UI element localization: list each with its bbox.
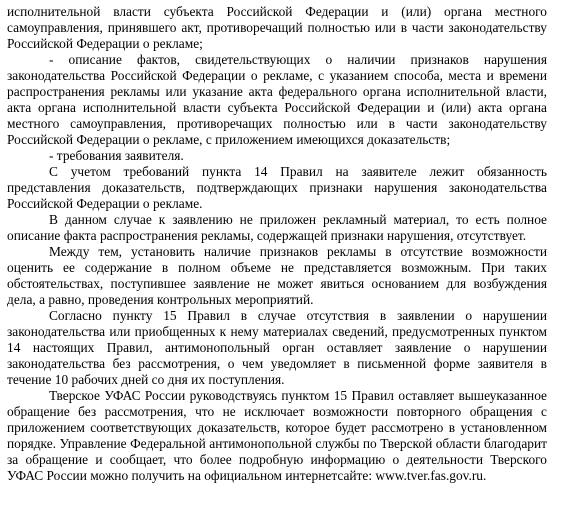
paragraph-7: Согласно пункту 15 Правил в случае отсутствия в заявлении о нарушении законодательства или приобщенных к нему материалах сведений, предусмотренных пунктом 14 настоящих Правил, антимонопольный орган оставляет заявление о нарушении законодательства без рассмотрения, о чем уведомляет в письменной форме заявителя в течение 10 рабочих дней со дня их поступления. bbox=[7, 308, 547, 387]
paragraph-6: Между тем, установить наличие признаков рекламы в отсутствие возможности оценить ее содержание в полном объеме не представляется возможным. При таких обстоятельствах, поступившее заявление не может явиться основанием для возбуждения дела, а равно, проведения контрольных мероприятий. bbox=[7, 244, 547, 307]
paragraph-3: - требования заявителя. bbox=[49, 148, 184, 163]
paragraph-1: исполнительной власти субъекта Российской Федерации и (или) органа местного самоуправления, принявшего акт, противоречащий полностью или в части законодательству Российской Федерации о рекламе; bbox=[7, 4, 547, 51]
paragraph-8: Тверское УФАС России руководствуясь пунктом 15 Правил оставляет вышеуказанное обращение без рассмотрения, что не исключает возможности повторного обращения с приложением соответствующих доказательств, которое будет рассмотрено в установленном порядке. Управление Федеральной антимонопольной службы по Тверской области благодарит за обращение и сообщает, что более подробную информацию о деятельности Тверского УФАС России можно получить на официальном интернетсайте: www.tver.fas.gov.ru. bbox=[7, 388, 547, 483]
paragraph-2: - описание фактов, свидетельствующих о наличии признаков нарушения законодательства Российской Федерации о рекламе, с указанием способа, места и времени распространения рекламы или указание акта федерального органа исполнительной власти, акта органа исполнительной власти субъекта Российской Федерации и (или) акта органа местного самоуправления, противоречащих полностью или в части законодательству Российской Федерации о рекламе, с приложением имеющихся доказательств; bbox=[7, 52, 547, 147]
document-body bbox=[7, 4, 547, 484]
paragraph-5: В данном случае к заявлению не приложен рекламный материал, то есть полное описание факта распространения рекламы, содержащей признаки нарушения, отсутствует. bbox=[7, 212, 547, 243]
paragraph-4: С учетом требований пункта 14 Правил на заявителе лежит обязанность представления доказательств, подтверждающих признаки нарушения законодательства Российской Федерации о рекламе. bbox=[7, 164, 547, 211]
